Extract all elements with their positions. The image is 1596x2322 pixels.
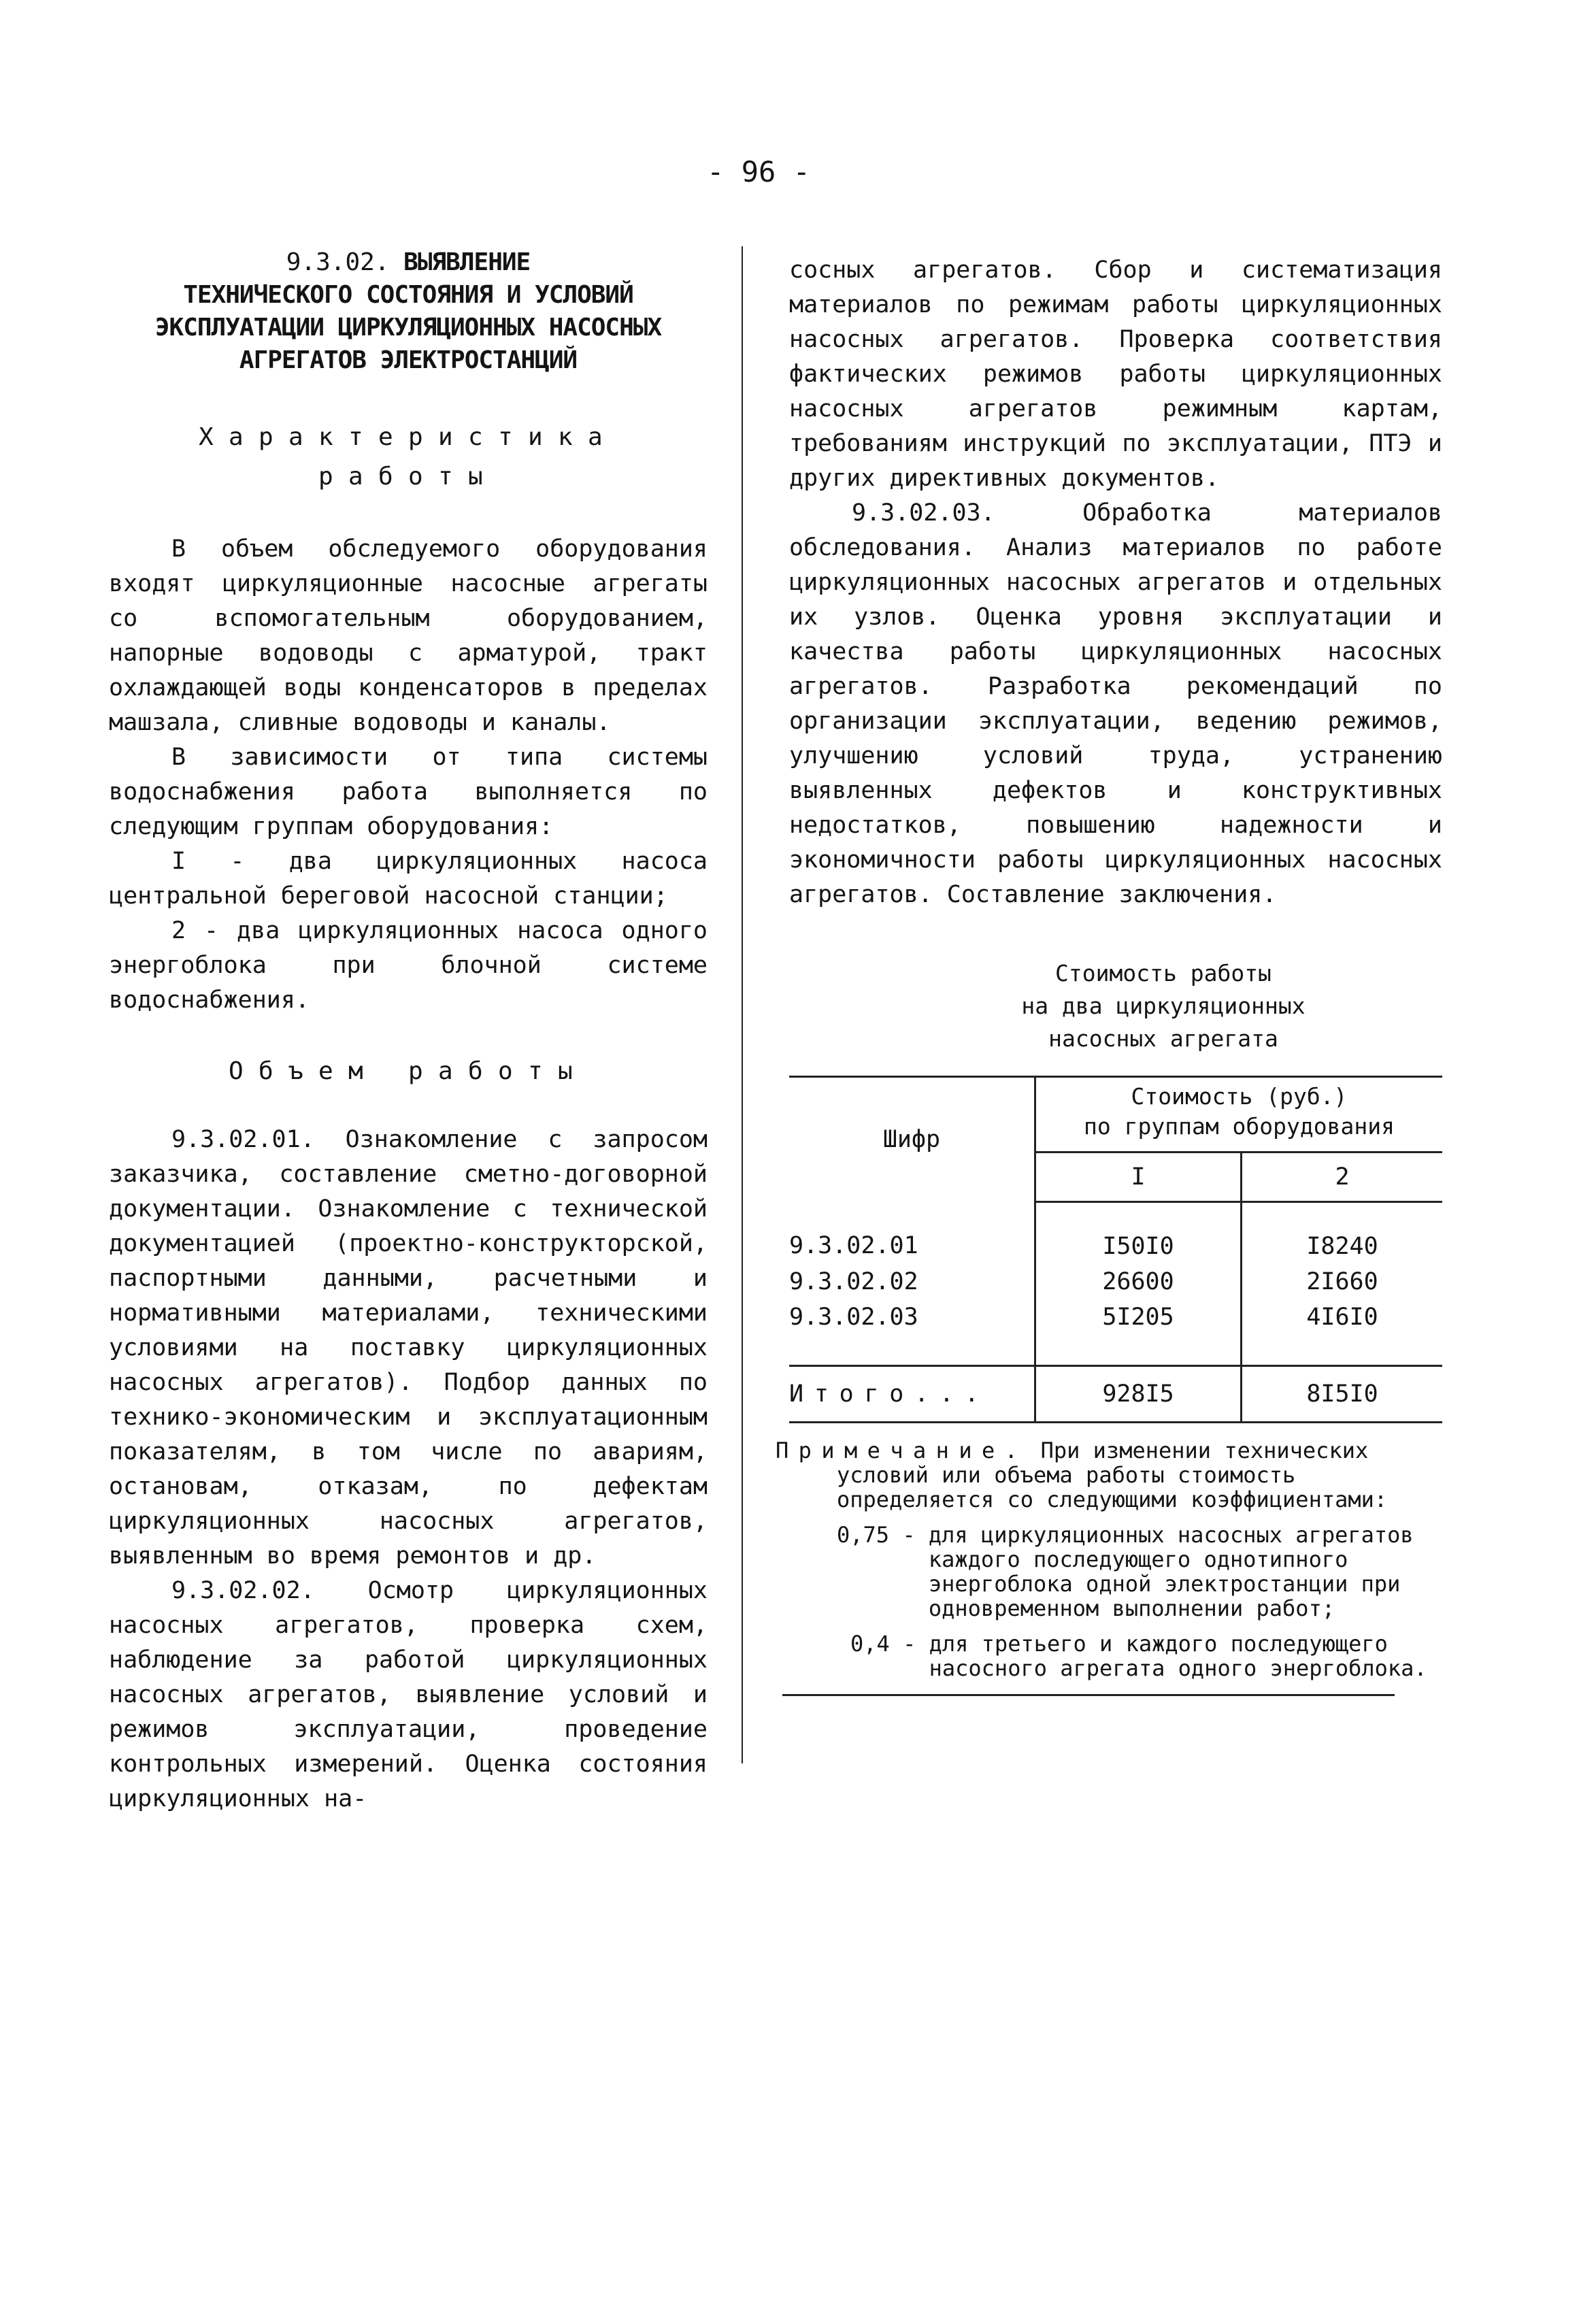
table-row: [789, 1202, 1442, 1265]
coefficient-text: для циркуляционных насосных агрегатов каждого последующего однотипного энергоблока одной электростанции при одновременном выполнении работ;: [928, 1522, 1414, 1621]
coefficient-value: 0,75 -: [837, 1522, 929, 1548]
table-header-row: [789, 1077, 1442, 1152]
characteristic-heading: Характеристика: [199, 423, 618, 451]
row-group-2-cost: 2I660: [1306, 1268, 1378, 1295]
row-group-1-cost: I50I0: [1035, 1202, 1242, 1265]
note-text: При изменении технических условий или объема работы стоимость определяется со следующими коэффициентами:: [837, 1438, 1388, 1512]
groups-paragraph: В зависимости от типа системы водоснабжения работа выполняется по следующим группам оборудования:: [109, 744, 708, 840]
section-title-line-2: ТЕХНИЧЕСКОГО СОСТОЯНИЯ И УСЛОВИЙ: [183, 281, 633, 309]
coefficient-text: для третьего и каждого последующего насосного агрегата одного энергоблока.: [929, 1631, 1427, 1681]
characteristic-heading-2: работы: [318, 463, 498, 491]
table-total-row: [789, 1366, 1442, 1423]
section-number: 9.3.02.: [286, 248, 390, 276]
total-group-2: 8I5I0: [1242, 1366, 1443, 1423]
scope-heading: Объем работы: [229, 1057, 588, 1085]
table-caption-line-1: Стоимость работы: [1055, 960, 1271, 986]
table-row: [789, 1299, 1442, 1366]
coefficient-item: [837, 1631, 1442, 1680]
table-caption-line-2: на два циркуляционных: [1021, 993, 1306, 1019]
header-cost-line-2: по группам оборудования: [1084, 1113, 1395, 1140]
row-code: 9.3.02.02: [789, 1264, 1035, 1299]
row-code: 9.3.02.01: [789, 1202, 1035, 1265]
row-group-1-cost: 5I205: [1035, 1299, 1242, 1366]
work-item-02-start: 9.3.02.02. Осмотр циркуляционных насосных агрегатов, проверка схем, наблюдение за работой циркуляционных насосных агрегатов, выявление условий и режимов эксплуатации, проведение контрольных измерений. Оценка состояния циркуляционных на-: [109, 1577, 708, 1812]
total-label: Итого...: [789, 1366, 1035, 1423]
total-group-1: 928I5: [1035, 1366, 1242, 1423]
header-group-1: I: [1035, 1152, 1242, 1202]
group-list: [109, 844, 708, 1018]
note: [776, 1438, 1442, 1696]
row-group-2-cost: 4I6I0: [1242, 1299, 1443, 1366]
header-group-2: 2: [1242, 1152, 1443, 1202]
column-divider: [742, 246, 743, 1763]
row-group-2-cost: I8240: [1306, 1233, 1378, 1260]
table-caption: [789, 957, 1442, 1055]
section-title-line-1: ВЫЯВЛЕНИЕ: [403, 248, 531, 276]
work-item-02-end: сосных агрегатов. Сбор и систематизация материалов по режимам работы циркуляционных насосных агрегатов. Проверка соответствия фактических режимов работы циркуляционных насосных агрегатов режимным картам, требованиям инструкций по эксплуатации, ПТЭ и других директивных документов.: [789, 256, 1442, 492]
table-caption-line-3: насосных агрегата: [1048, 1025, 1278, 1052]
intro-paragraph: В объем обследуемого оборудования входят циркуляционные насосные агрегаты со вспомогательным оборудованием, напорные водоводы с арматурой, тракт охлаждающей воды конденсаторов в пределах машзала, сливные водоводы и каналы.: [109, 535, 708, 736]
left-column: [109, 246, 708, 1817]
header-cost-line-1: Стоимость (руб.): [1131, 1083, 1348, 1110]
section-title: [109, 246, 708, 377]
right-column: [776, 253, 1442, 1696]
coefficient-item: [837, 1523, 1442, 1621]
page-number: - 96 -: [707, 155, 810, 188]
cost-table: [789, 1076, 1442, 1423]
work-item-03: 9.3.02.03. Обработка материалов обследования. Анализ материалов по работе циркуляционных насосных агрегатов и отдельных их узлов. Оценка уровня эксплуатации и качества работы циркуляционных насосных агрегатов. Разработка рекомендаций по организации эксплуатации, ведению режимов, улучшению условий труда, устранению выявленных дефектов и конструктивных недостатков, повышению надежности и экономичности работы циркуляционных насосных агрегатов. Составление заключения.: [789, 499, 1442, 908]
header-code: Шифр: [789, 1077, 1035, 1202]
row-code: 9.3.02.03: [789, 1299, 1035, 1366]
group-item-2: 2 - два циркуляционных насоса одного энергоблока при блочной системе водоснабжения.: [109, 917, 708, 1014]
section-title-line-3: ЭКСПЛУАТАЦИИ ЦИРКУЛЯЦИОННЫХ НАСОСНЫХ: [154, 314, 662, 342]
header-cost: [1035, 1077, 1443, 1152]
note-label: Примечание.: [776, 1438, 1028, 1463]
note-bottom-rule: [782, 1694, 1395, 1696]
table-row: [789, 1264, 1442, 1299]
group-item-1: I - два циркуляционных насоса центральной береговой насосной станции;: [109, 848, 708, 910]
coefficient-value: 0,4 -: [850, 1631, 929, 1657]
row-group-1-cost: 26600: [1035, 1264, 1242, 1299]
section-title-line-4: АГРЕГАТОВ ЭЛЕКТРОСТАНЦИЙ: [239, 346, 578, 374]
work-item-01: 9.3.02.01. Ознакомление с запросом заказчика, составление сметно-договорной документации. Ознакомление с технической документацией (проектно-конструкторской, паспортными данными, расчетными и нормативными материалами, техническими условиями на поставку циркуляционных насосных агрегатов). Подбор данных по технико-экономическим и эксплуатационным показателям, в том числе по авариям, остановам, отказам, по дефектам циркуляционных насосных агрегатов, выявленным во время ремонтов и др.: [109, 1126, 708, 1570]
